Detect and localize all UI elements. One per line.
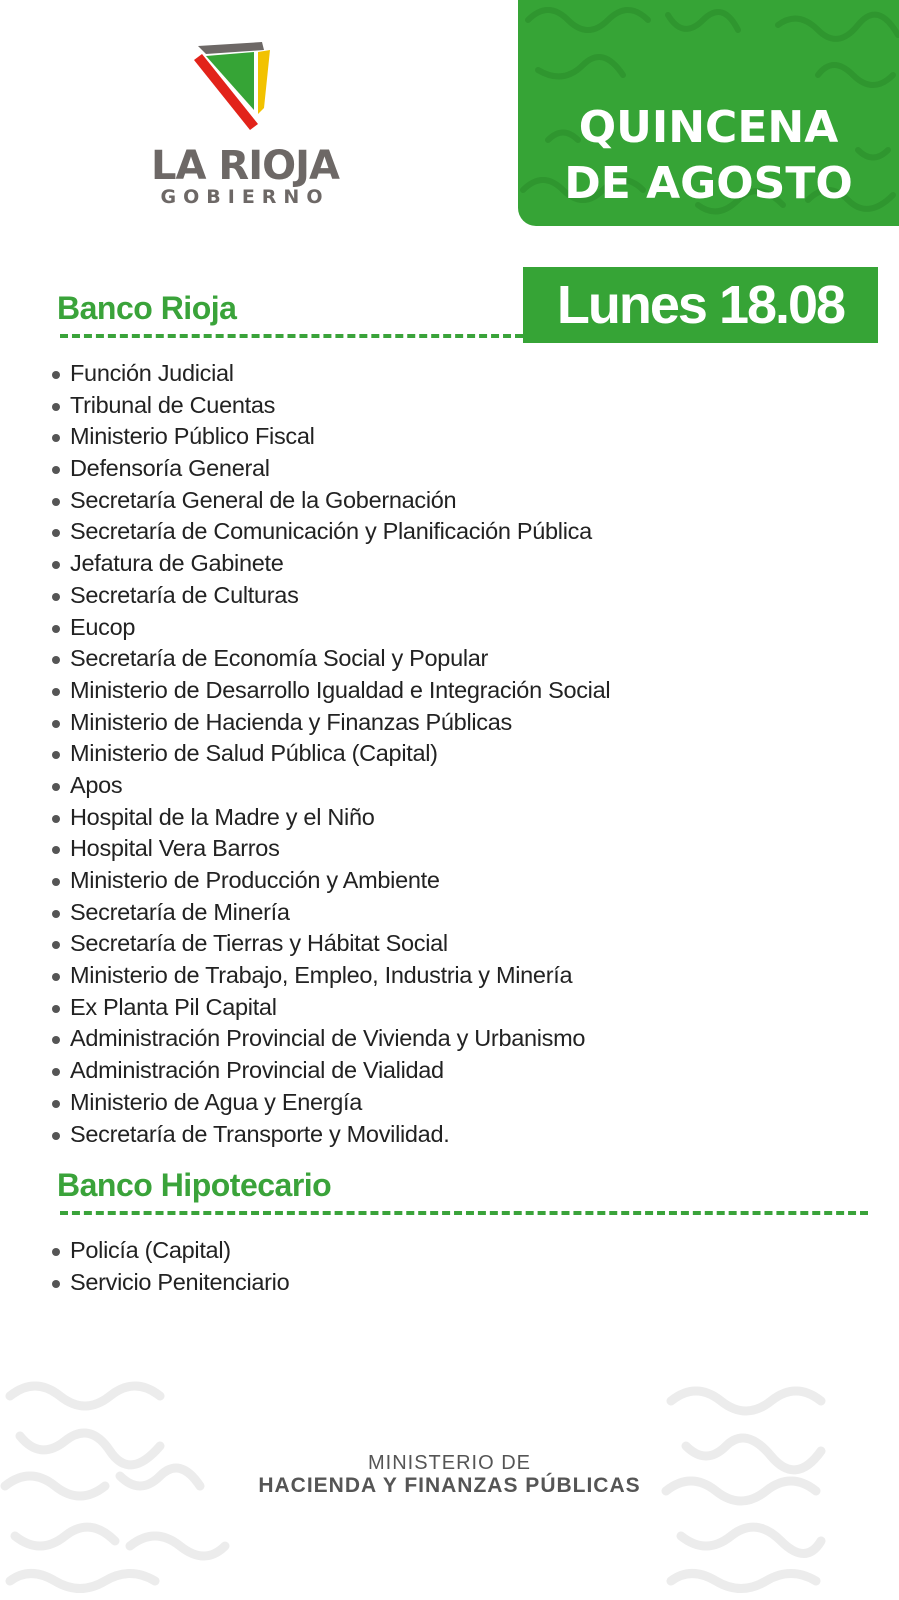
list-item	[50, 738, 610, 770]
list-item-label: Ministerio de Producción y Ambiente	[70, 867, 440, 893]
list-item	[50, 928, 610, 960]
bullet-icon	[52, 878, 60, 886]
list-item-label: Secretaría de Minería	[70, 898, 290, 925]
list-item	[50, 833, 610, 865]
bullet-icon	[52, 403, 60, 411]
bullet-icon	[52, 1248, 60, 1256]
list-item-label: Hospital de la Madre y el Niño	[70, 803, 375, 830]
bullet-icon	[52, 688, 60, 696]
bullet-icon	[52, 910, 60, 918]
list-item	[50, 992, 610, 1024]
header-title	[518, 100, 899, 212]
list-item	[50, 453, 610, 485]
list-item-label: Policía (Capital)	[70, 1237, 231, 1263]
list-item	[50, 516, 610, 548]
bullet-icon	[52, 815, 60, 823]
bullet-icon	[52, 783, 60, 791]
bullet-icon	[52, 1005, 60, 1013]
list-item	[50, 548, 610, 580]
bullet-icon	[52, 1280, 60, 1288]
bullet-icon	[52, 561, 60, 569]
header-banner	[518, 0, 899, 226]
list-item-label: Tribunal de Cuentas	[70, 391, 276, 418]
footer-ministry-label: MINISTERIO DE	[367, 1452, 531, 1474]
list-item	[50, 897, 610, 929]
header-title-line1: QUINCENA	[578, 102, 839, 153]
list-item	[50, 421, 610, 453]
bullet-icon	[52, 529, 60, 537]
list-item-label: Administración Provincial de Vivienda y Urbanismo	[70, 1025, 586, 1052]
bullet-icon	[52, 498, 60, 506]
bullet-icon	[52, 1100, 60, 1108]
list-item	[50, 707, 610, 739]
list-item-label: Administración Provincial de Vialidad	[70, 1057, 444, 1084]
list-item	[50, 802, 610, 834]
bullet-icon	[52, 371, 60, 379]
list-item-label: Ministerio de Agua y Energía	[70, 1088, 363, 1115]
bullet-icon	[52, 593, 60, 601]
list-item-label: Jefatura de Gabinete	[70, 550, 284, 577]
list-item	[50, 612, 610, 644]
list-item-label: Secretaría General de la Gobernación	[70, 486, 457, 513]
list-item-label: Secretaría de Economía Social y Popular	[70, 645, 489, 672]
list-item	[50, 580, 610, 612]
bullet-icon	[52, 941, 60, 949]
list-item	[50, 770, 610, 802]
bullet-icon	[52, 1036, 60, 1044]
list-item	[50, 358, 610, 390]
bullet-icon	[52, 625, 60, 633]
list-item-label: Función Judicial	[70, 360, 234, 386]
list-item	[50, 485, 610, 517]
list-item	[50, 960, 610, 992]
bullet-icon	[52, 1068, 60, 1076]
bullet-icon	[52, 1132, 60, 1140]
section-divider-banco-hipotecario	[60, 1211, 868, 1215]
section-divider-banco-rioja	[60, 334, 523, 338]
list-item	[50, 390, 610, 422]
la-rioja-logo	[130, 38, 360, 213]
list-item	[50, 1119, 610, 1151]
logo-emblem-icon	[192, 38, 288, 134]
list-item-label: Ministerio de Salud Pública (Capital)	[70, 740, 438, 767]
bullet-icon	[52, 720, 60, 728]
list-item-label: Secretaría de Comunicación y Planificación Pública	[70, 518, 592, 545]
list-item-label: Ministerio de Hacienda y Finanzas Públicas	[70, 708, 512, 735]
list-item	[50, 675, 610, 707]
list-item	[50, 643, 610, 675]
bullet-icon	[52, 466, 60, 474]
list-item-label: Ministerio de Trabajo, Empleo, Industria y Minería	[70, 962, 573, 989]
list-item-label: Ex Planta Pil Capital	[70, 993, 277, 1020]
list-item-label: Apos	[70, 771, 123, 798]
list-item	[50, 865, 610, 897]
list-item-label: Eucop	[70, 613, 136, 640]
footer-ministry-name: HACIENDA Y FINANZAS PÚBLICAS	[258, 1474, 641, 1497]
list-item	[50, 1055, 610, 1087]
list-item	[50, 1267, 289, 1299]
list-item	[50, 1087, 610, 1119]
bullet-icon	[52, 434, 60, 442]
list-item-label: Defensoría General	[70, 455, 270, 482]
list-item-label: Secretaría de Culturas	[70, 581, 299, 608]
bullet-icon	[52, 973, 60, 981]
logo-name: LA RIOJA	[151, 143, 339, 189]
date-badge: Lunes 18.08	[523, 267, 878, 343]
section-title-banco-rioja: Banco Rioja	[57, 290, 237, 326]
list-item	[50, 1235, 289, 1267]
list-item-label: Ministerio Público Fiscal	[70, 423, 315, 450]
bullet-icon	[52, 846, 60, 854]
banco-hipotecario-list	[50, 1235, 289, 1298]
bullet-icon	[52, 751, 60, 759]
list-item-label: Secretaría de Transporte y Movilidad.	[70, 1120, 450, 1147]
list-item	[50, 1023, 610, 1055]
bullet-icon	[52, 656, 60, 664]
banco-rioja-list	[50, 358, 610, 1150]
list-item-label: Servicio Penitenciario	[70, 1268, 290, 1295]
list-item-label: Secretaría de Tierras y Hábitat Social	[70, 930, 448, 957]
logo-subtitle: GOBIERNO	[160, 186, 330, 208]
list-item-label: Hospital Vera Barros	[70, 835, 280, 862]
list-item-label: Ministerio de Desarrollo Igualdad e Integración Social	[70, 676, 611, 703]
header-title-line2: DE AGOSTO	[564, 158, 853, 209]
section-title-banco-hipotecario: Banco Hipotecario	[57, 1167, 332, 1203]
